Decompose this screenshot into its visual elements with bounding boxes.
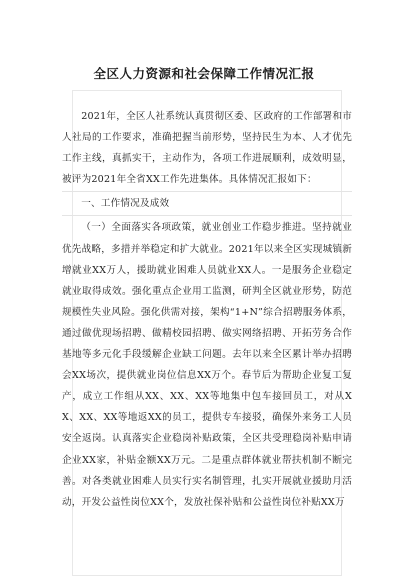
divider <box>62 215 352 216</box>
section-heading: 一、工作情况及成效 <box>81 198 170 210</box>
document-title: 全区人力资源和社会保障工作情况汇报 <box>93 66 315 81</box>
document-body <box>62 106 352 513</box>
divider <box>62 191 352 192</box>
intro-paragraph: 2021年，全区人社系统认真贯彻区委、区政府的工作部署和市人社局的工作要求，准确把握当前形势，坚持民生为本、人才优先工作主线，真抓实干，主动作为，各项工作进展顺利，成效明显，被评为2021年全省XX工作先进集体。具体情况汇报如下： <box>62 111 352 186</box>
body-paragraph: （一）全面落实各项政策，就业创业工作稳步推进。坚持就业优先战略，多措并举稳定和扩大就业。2021年以来全区实现城镇新增就业XX万人，援助就业困难人员就业XX人。一是服务企业稳定就业取得成效。强化重点企业用工监测，研判全区就业形势，防范规模性失业风险。强化供需对接，架构“1+N”综合招聘服务体系，通过做优现场招聘、做精校园招聘、做实网络招聘、开拓劳务合作基地等多元化手段缓解企业缺工问题。去年以来全区累计举办招聘会XX场次，提供就业岗位信息XX万个。春节后为帮助企业复工复产，成立工作组从XX、XX、XX等地集中包车接回员工，对从XX、XX、XX等地返XX的员工，提供专车接驳，确保外来务工人员安全返岗。认真落实企业稳岗补贴政策，全区共受理稳岗补贴申请企业XX家，补贴金额XX万元。二是重点群体就业帮扶机制不断完善。对各类就业困难人员实行实名制管理，扎实开展就业援助月活动，开发公益性岗位XX个，发放社保补贴和公益性岗位补贴XX万 <box>62 222 352 508</box>
